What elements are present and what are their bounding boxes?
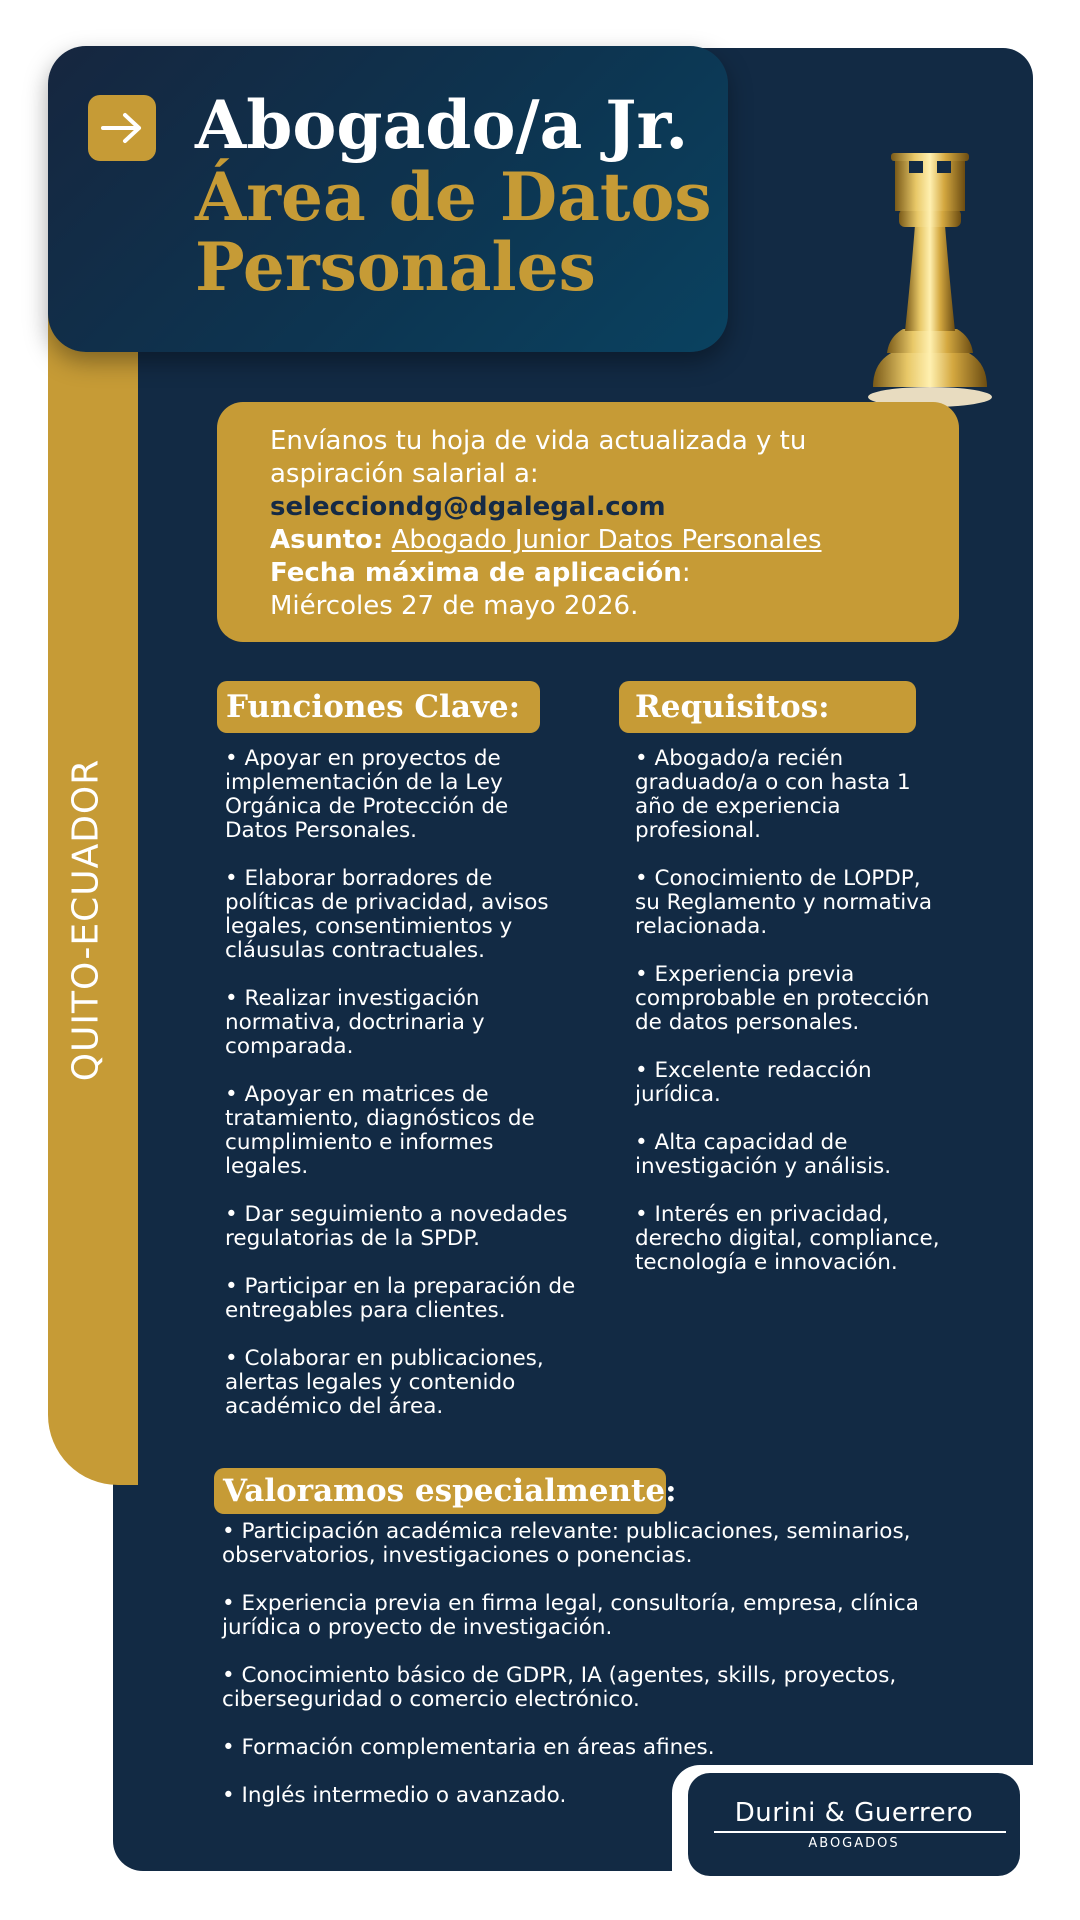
apply-intro-line2: aspiración salarial a: [270, 459, 539, 489]
funciones-item-line: políticas de privacidad, avisos [225, 890, 549, 915]
requisitos-item-line: año de experiencia [635, 794, 841, 819]
funciones-item [225, 1203, 567, 1251]
valoramos-item [222, 1736, 715, 1760]
funciones-item-line: cláusulas contractuales. [225, 938, 485, 963]
valoramos-item [222, 1592, 919, 1640]
requisitos-item-line: • Alta capacidad de [635, 1130, 848, 1155]
requisitos-item-line: graduado/a o con hasta 1 [635, 770, 911, 795]
funciones-item-line: • Apoyar en matrices de [225, 1082, 489, 1107]
requisitos-item [635, 867, 932, 939]
apply-subject-row [270, 524, 822, 557]
funciones-item-line: implementación de la Ley [225, 770, 503, 795]
requisitos-item-line: investigación y análisis. [635, 1154, 892, 1179]
funciones-item-line: tratamiento, diagnósticos de [225, 1106, 535, 1131]
valoramos-item-line: • Experiencia previa en firma legal, consultoría, empresa, clínica [222, 1591, 919, 1616]
valoramos-item-line: observatorios, investigaciones o ponencias. [222, 1543, 693, 1568]
funciones-item-line: Orgánica de Protección de [225, 794, 509, 819]
funciones-item-line: • Colaborar en publicaciones, [225, 1346, 544, 1371]
apply-deadline-value: Miércoles 27 de mayo 2026. [270, 591, 639, 621]
funciones-item [225, 867, 549, 963]
funciones-item-line: • Realizar investigación [225, 986, 480, 1011]
funciones-heading: Funciones Clave: [217, 681, 540, 733]
apply-deadline-row [270, 557, 691, 590]
valoramos-item [222, 1520, 911, 1568]
requisitos-item-line: profesional. [635, 818, 761, 843]
apply-deadline-label: Fecha máxima de aplicación [270, 558, 682, 588]
requisitos-item-line: • Experiencia previa [635, 962, 855, 987]
apply-email[interactable]: selecciondg@dgalegal.com [270, 492, 666, 522]
funciones-item-line: alertas legales y contenido [225, 1370, 516, 1395]
requisitos-item-line: derecho digital, compliance, [635, 1226, 940, 1251]
requisitos-item [635, 1203, 940, 1275]
valoramos-item [222, 1784, 566, 1808]
valoramos-item-line: • Inglés intermedio o avanzado. [222, 1783, 567, 1808]
funciones-item-line: regulatorias de la SPDP. [225, 1226, 480, 1251]
side-label-text: QUITO-ECUADOR [65, 758, 107, 1082]
funciones-item [225, 987, 485, 1059]
requisitos-item-line: comprobable en protección [635, 986, 930, 1011]
valoramos-item-line: • Formación complementaria en áreas afines. [222, 1735, 715, 1760]
funciones-item [225, 1347, 544, 1419]
valoramos-heading: Valoramos especialmente: [214, 1468, 666, 1514]
valoramos-item-line: • Conocimiento básico de GDPR, IA (agentes, skills, proyectos, [222, 1663, 897, 1688]
valoramos-item-line: jurídica o proyecto de investigación. [222, 1615, 613, 1640]
funciones-item [225, 1083, 535, 1179]
page-title-line1: Abogado/a Jr. [195, 86, 689, 164]
requisitos-item [635, 1131, 891, 1179]
logo-subtitle: ABOGADOS [808, 1836, 900, 1851]
funciones-item-line: comparada. [225, 1034, 354, 1059]
funciones-item-line: • Apoyar en proyectos de [225, 746, 501, 771]
requisitos-item-line: su Reglamento y normativa [635, 890, 933, 915]
funciones-item-line: académico del área. [225, 1394, 444, 1419]
logo-divider [714, 1831, 1006, 1833]
funciones-item-line: legales, consentimientos y [225, 914, 513, 939]
valoramos-item-line: ciberseguridad o comercio electrónico. [222, 1687, 640, 1712]
funciones-item-line: • Elaborar borradores de [225, 866, 493, 891]
valoramos-item [222, 1664, 896, 1712]
requisitos-item-line: jurídica. [635, 1082, 721, 1107]
apply-subject-label: Asunto: [270, 525, 384, 555]
apply-intro-line1: Envíanos tu hoja de vida actualizada y tu [270, 426, 807, 456]
funciones-item-line: • Dar seguimiento a novedades [225, 1202, 568, 1227]
arrow-right-icon [88, 95, 156, 161]
requisitos-item-line: • Interés en privacidad, [635, 1202, 889, 1227]
apply-deadline-colon: : [681, 558, 691, 588]
requisitos-item-line: de datos personales. [635, 1010, 860, 1035]
requisitos-item-line: • Conocimiento de LOPDP, [635, 866, 921, 891]
funciones-item-line: • Participar en la preparación de [225, 1274, 576, 1299]
page-title-line2: Área de Datos [195, 158, 712, 236]
funciones-item-line: normativa, doctrinaria y [225, 1010, 485, 1035]
requisitos-item-line: tecnología e innovación. [635, 1250, 898, 1275]
funciones-item-line: entregables para clientes. [225, 1298, 506, 1323]
page-title-line3: Personales [195, 228, 596, 306]
chess-rook-icon [855, 125, 1005, 410]
apply-subject-link[interactable]: Abogado Junior Datos Personales [391, 525, 822, 555]
requisitos-heading: Requisitos: [619, 681, 916, 733]
requisitos-item [635, 747, 911, 843]
requisitos-item [635, 1059, 872, 1107]
funciones-item [225, 747, 508, 843]
valoramos-item-line: • Participación académica relevante: publicaciones, seminarios, [222, 1519, 911, 1544]
requisitos-item-line: • Abogado/a recién [635, 746, 844, 771]
requisitos-item-line: relacionada. [635, 914, 768, 939]
requisitos-item [635, 963, 930, 1035]
logo-name: Durini & Guerrero [734, 1798, 974, 1828]
funciones-item [225, 1275, 575, 1323]
funciones-item-line: cumplimiento e informes [225, 1130, 494, 1155]
funciones-item-line: legales. [225, 1154, 309, 1179]
requisitos-item-line: • Excelente redacción [635, 1058, 872, 1083]
funciones-item-line: Datos Personales. [225, 818, 418, 843]
